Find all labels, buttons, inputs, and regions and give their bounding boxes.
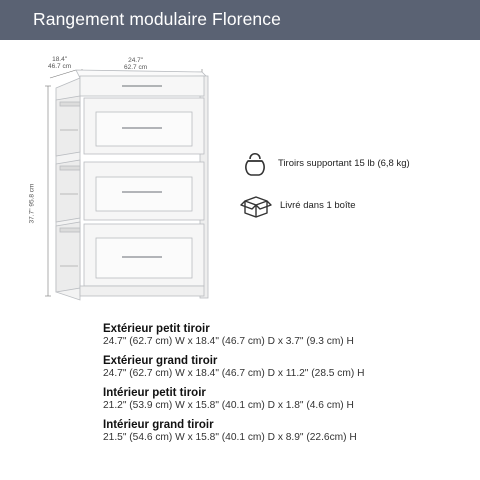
drawer-cabinet-illustration: [0, 0, 240, 310]
feature-text: Livré dans 1 boîte: [280, 199, 356, 211]
dimension-specs: [103, 323, 463, 451]
spec-value: 24.7" (62.7 cm) W x 18.4" (46.7 cm) D x 3.7" (9.3 cm) H: [103, 336, 354, 347]
kettlebell-icon: [240, 148, 270, 178]
box-icon: [240, 190, 272, 220]
spec-title: Intérieur petit tiroir: [103, 387, 206, 399]
spec-item: [103, 419, 463, 444]
spec-item: [103, 355, 463, 380]
feature-shipping: [240, 190, 356, 220]
spec-title: Extérieur grand tiroir: [103, 355, 218, 367]
spec-item: [103, 323, 463, 348]
cabinet-body: [56, 70, 208, 300]
width-dimension: 24.7" 62.7 cm: [124, 57, 148, 71]
spec-item: [103, 387, 463, 412]
page-title: Rangement modulaire Florence: [33, 9, 281, 29]
spec-value: 21.2" (53.9 cm) W x 15.8" (40.1 cm) D x 1.8" (4.6 cm) H: [103, 400, 354, 411]
spec-value: 24.7" (62.7 cm) W x 18.4" (46.7 cm) D x 11.2" (28.5 cm) H: [103, 368, 365, 379]
depth-dimension: 18.4" 46.7 cm: [48, 56, 72, 70]
feature-text: Tiroirs supportant 15 lb (6,8 kg): [278, 157, 410, 169]
spec-title: Intérieur grand tiroir: [103, 419, 214, 431]
feature-drawer-capacity: [240, 148, 410, 178]
spec-value: 21.5" (54.6 cm) W x 15.8" (40.1 cm) D x 8.9" (22.6cm) H: [103, 432, 357, 443]
height-dimension: 37.7" 95.8 cm: [28, 183, 36, 224]
spec-title: Extérieur petit tiroir: [103, 323, 210, 335]
